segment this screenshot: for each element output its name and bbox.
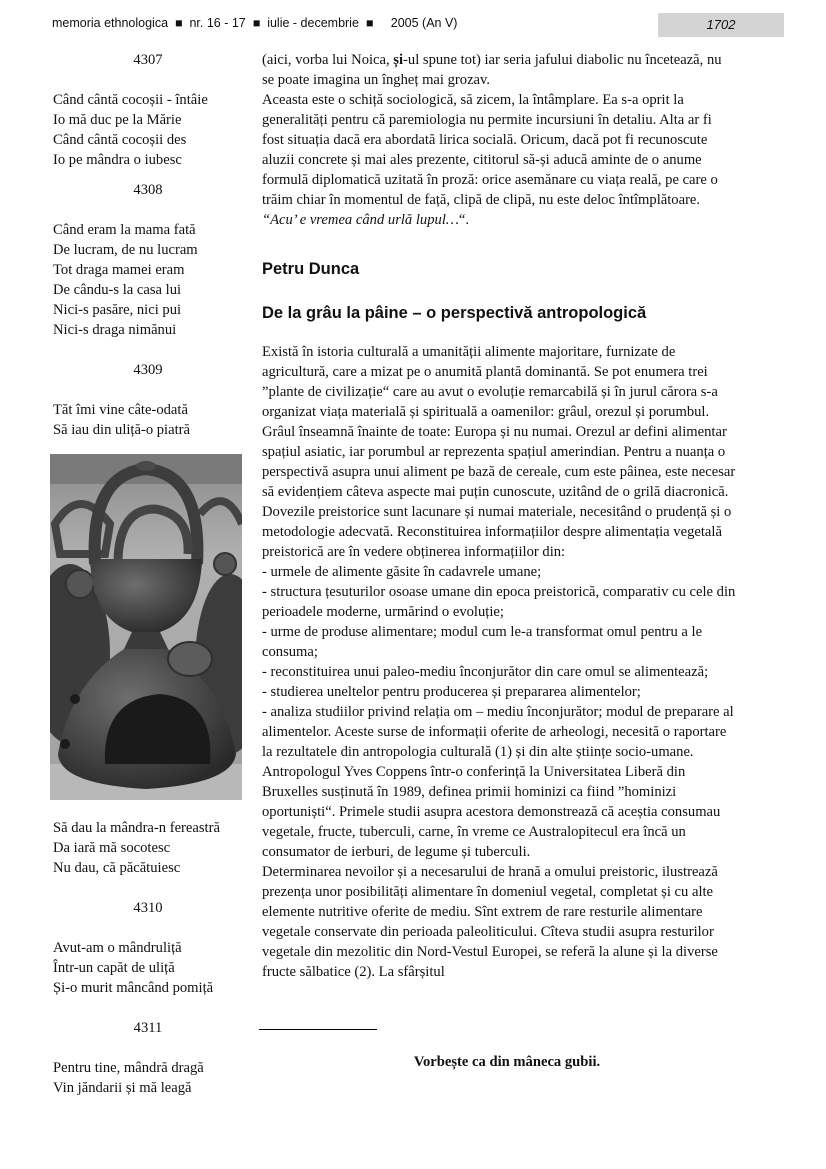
intro-text: încetează, nu se poate imagina un îngheț mai grozav. xyxy=(262,52,722,88)
ceramic-lantern-image xyxy=(50,454,242,800)
body-paragraph: Determinarea nevoilor și a necesarului de hrană a omului preistoric, ilustrează prezența unor posibilități alimentare în domeniul vegetal, completat și cu alte elemente nutritive oferite de mediu. Sînt extrem de rare resturile alimentare vegetale conservate din perioada paleoliticului. Cîteva studii asupra resturilor vegetale din mezolitic din Nord-Vestul Europei, se referă la alune și la diverse fructe sălbatice (2). La sfârșitul xyxy=(262,864,718,980)
paragraph-text: Aceasta este o schiță sociologică, să zicem, la întâmplare. Ea s-a oprit la generalități pentru că paremiologia nu permite incursiuni în detaliu. Alta ar fi fost situația dacă era abordată lirica socială. Oricum, dacă pot fi recunoscute aluzii concrete și mai ales prezente, cititorul să-și aducă aminte de o anume formulă diplomatică uzitată în proză: orice asemănare cu viața reală, pe care o trăim chiar în momentul de față, clipă de clipă, nu este deloc întîmplătoare. xyxy=(262,92,718,208)
footnote-rule xyxy=(259,1029,377,1030)
intro-bold-si: și xyxy=(393,52,404,68)
poem-number: 4310 xyxy=(133,900,163,916)
poem-line: Când eram la mama fată xyxy=(53,222,196,238)
poem-line: Și-o murit mâncând pomiță xyxy=(53,980,214,996)
poem-line: De lucram, de nu lucram xyxy=(53,242,198,258)
poem-line: Da iară mă socotesc xyxy=(53,840,171,856)
list-item: - reconstituirea unui paleo-mediu înconjurător din care omul se alimentează; xyxy=(262,664,709,680)
poem-line: Nici-s draga nimănui xyxy=(53,322,177,338)
page-number: 1702 xyxy=(658,13,784,37)
poem-line: Când cântă cocoșii - întâie xyxy=(53,92,208,108)
poem-line: Să iau din uliță-o piatră xyxy=(53,422,190,438)
italic-quote: “Acu’ e vremea când urlă lupul… xyxy=(262,212,459,228)
list-item: - urme de produse alimentare; modul cum le-a transformat omul pentru a le consuma; xyxy=(262,624,703,660)
poem-number: 4308 xyxy=(133,182,163,198)
article-title: De la grâu la pâine – o perspectivă antropologică xyxy=(262,304,647,322)
footer-proverb: Vorbește ca din mâneca gubii. xyxy=(413,1054,601,1070)
poem-line: Avut-am o mândruliță xyxy=(53,940,182,956)
intro-paragraph xyxy=(262,50,734,90)
poem-line: De cându-s la casa lui xyxy=(53,282,182,298)
poem-line: Când cântă cocoșii des xyxy=(53,132,187,148)
left-column-poems-lower xyxy=(53,818,243,1098)
quote-end: “. xyxy=(458,212,469,228)
paragraph-1 xyxy=(262,90,734,230)
poem-number: 4311 xyxy=(133,1020,163,1036)
poem-line: Vin jăndarii și mă leagă xyxy=(53,1080,192,1096)
body-paragraph: Antropologul Yves Coppens într-o conferință la Universitatea Liberă din Bruxelles susținută în 1989, definea primii hominizi ca fiind ”hominizi oportuniști“. Primele studii asupra acestora demonstrează că aceștia consumau vegetale, fructe, tuberculi, carne, în vreme ce Australopitecul era încă un consumator de ierburi, de legume și tuberculi. xyxy=(262,764,721,860)
poem-line: Nici-s pasăre, nici pui xyxy=(53,302,182,318)
intro-text: (aici, vorba lui Noica, xyxy=(262,52,394,68)
list-item: - analiza studiilor privind relația om – mediu înconjurător; modul de preparare al alimentelor. Aceste surse de informații oferite de arheologi, necesită o raportare la rezultatele din antropologia culturală (1) și din alte științe socio-umane. xyxy=(262,704,734,760)
article-body xyxy=(262,342,736,982)
poem-line: Tăt îmi vine câte-odată xyxy=(53,402,188,418)
poem-number: 4307 xyxy=(133,52,163,68)
article-author: Petru Dunca xyxy=(262,260,360,278)
list-item: - urmele de alimente găsite în cadavrele umane; xyxy=(262,564,542,580)
poem-number: 4309 xyxy=(133,362,163,378)
intro-text: -ul spune tot) iar seria jafului diabolic nu xyxy=(403,52,642,68)
list-item: - structura țesuturilor osoase umane din epoca preistorică, comparativ cu cele din perioadele moderne, urmărind o evoluție; xyxy=(262,584,736,620)
poem-line: Pentru tine, mândră dragă xyxy=(53,1060,204,1076)
running-header xyxy=(52,13,734,37)
journal-running-title: memoria ethnologica ■ nr. 16 - 17 ■ iulie - decembrie ■ 2005 (An V) xyxy=(52,16,458,30)
left-column-poems xyxy=(53,50,243,440)
poem-line: Tot draga mamei eram xyxy=(53,262,185,278)
right-column-intro xyxy=(262,50,734,230)
pottery-lamp-photo xyxy=(50,454,242,800)
body-paragraph: Există în istoria culturală a umanității alimente majoritare, furnizate de agricultură, care a mizat pe o anumită plantă dominantă. Se pot enumera trei ”plante de civilizație“ care au avut o evoluție remarcabilă și în jurul cărora s-a organizat viața materială și spirituală a oamenilor: grâul, orezul și porumbul. Grâul înseamnă înainte de toate: Europa și nu numai. Orezul ar defini alimentar spațiul asiatic, iar porumbul ar reprezenta spațiul amerindian. Pentru a nuanța o perspectivă asupra unui aliment pe bază de cereale, cum este pâinea, este necesar să evidențiem câteva aspecte mai puțin cunoscute, uzitând de o grilă diacronică. xyxy=(262,344,736,500)
list-item: - studierea uneltelor pentru producerea și prepararea alimentelor; xyxy=(262,684,641,700)
poem-line: Să dau la mândra-n fereastră xyxy=(53,820,220,836)
poem-line: Într-un capăt de uliță xyxy=(53,960,175,976)
poem-line: Io pe mândra o iubesc xyxy=(53,152,182,168)
poem-line: Io mă duc pe la Mărie xyxy=(53,112,182,128)
poem-line: Nu dau, că păcătuiesc xyxy=(53,860,181,876)
body-paragraph: Dovezile preistorice sunt lacunare și numai materiale, necesitând o prudență și o metodologie adecvată. Reconstituirea informațiilor despre alimentația vegetală preistorică are în vedere obținerea informațiilor din: xyxy=(262,504,732,560)
